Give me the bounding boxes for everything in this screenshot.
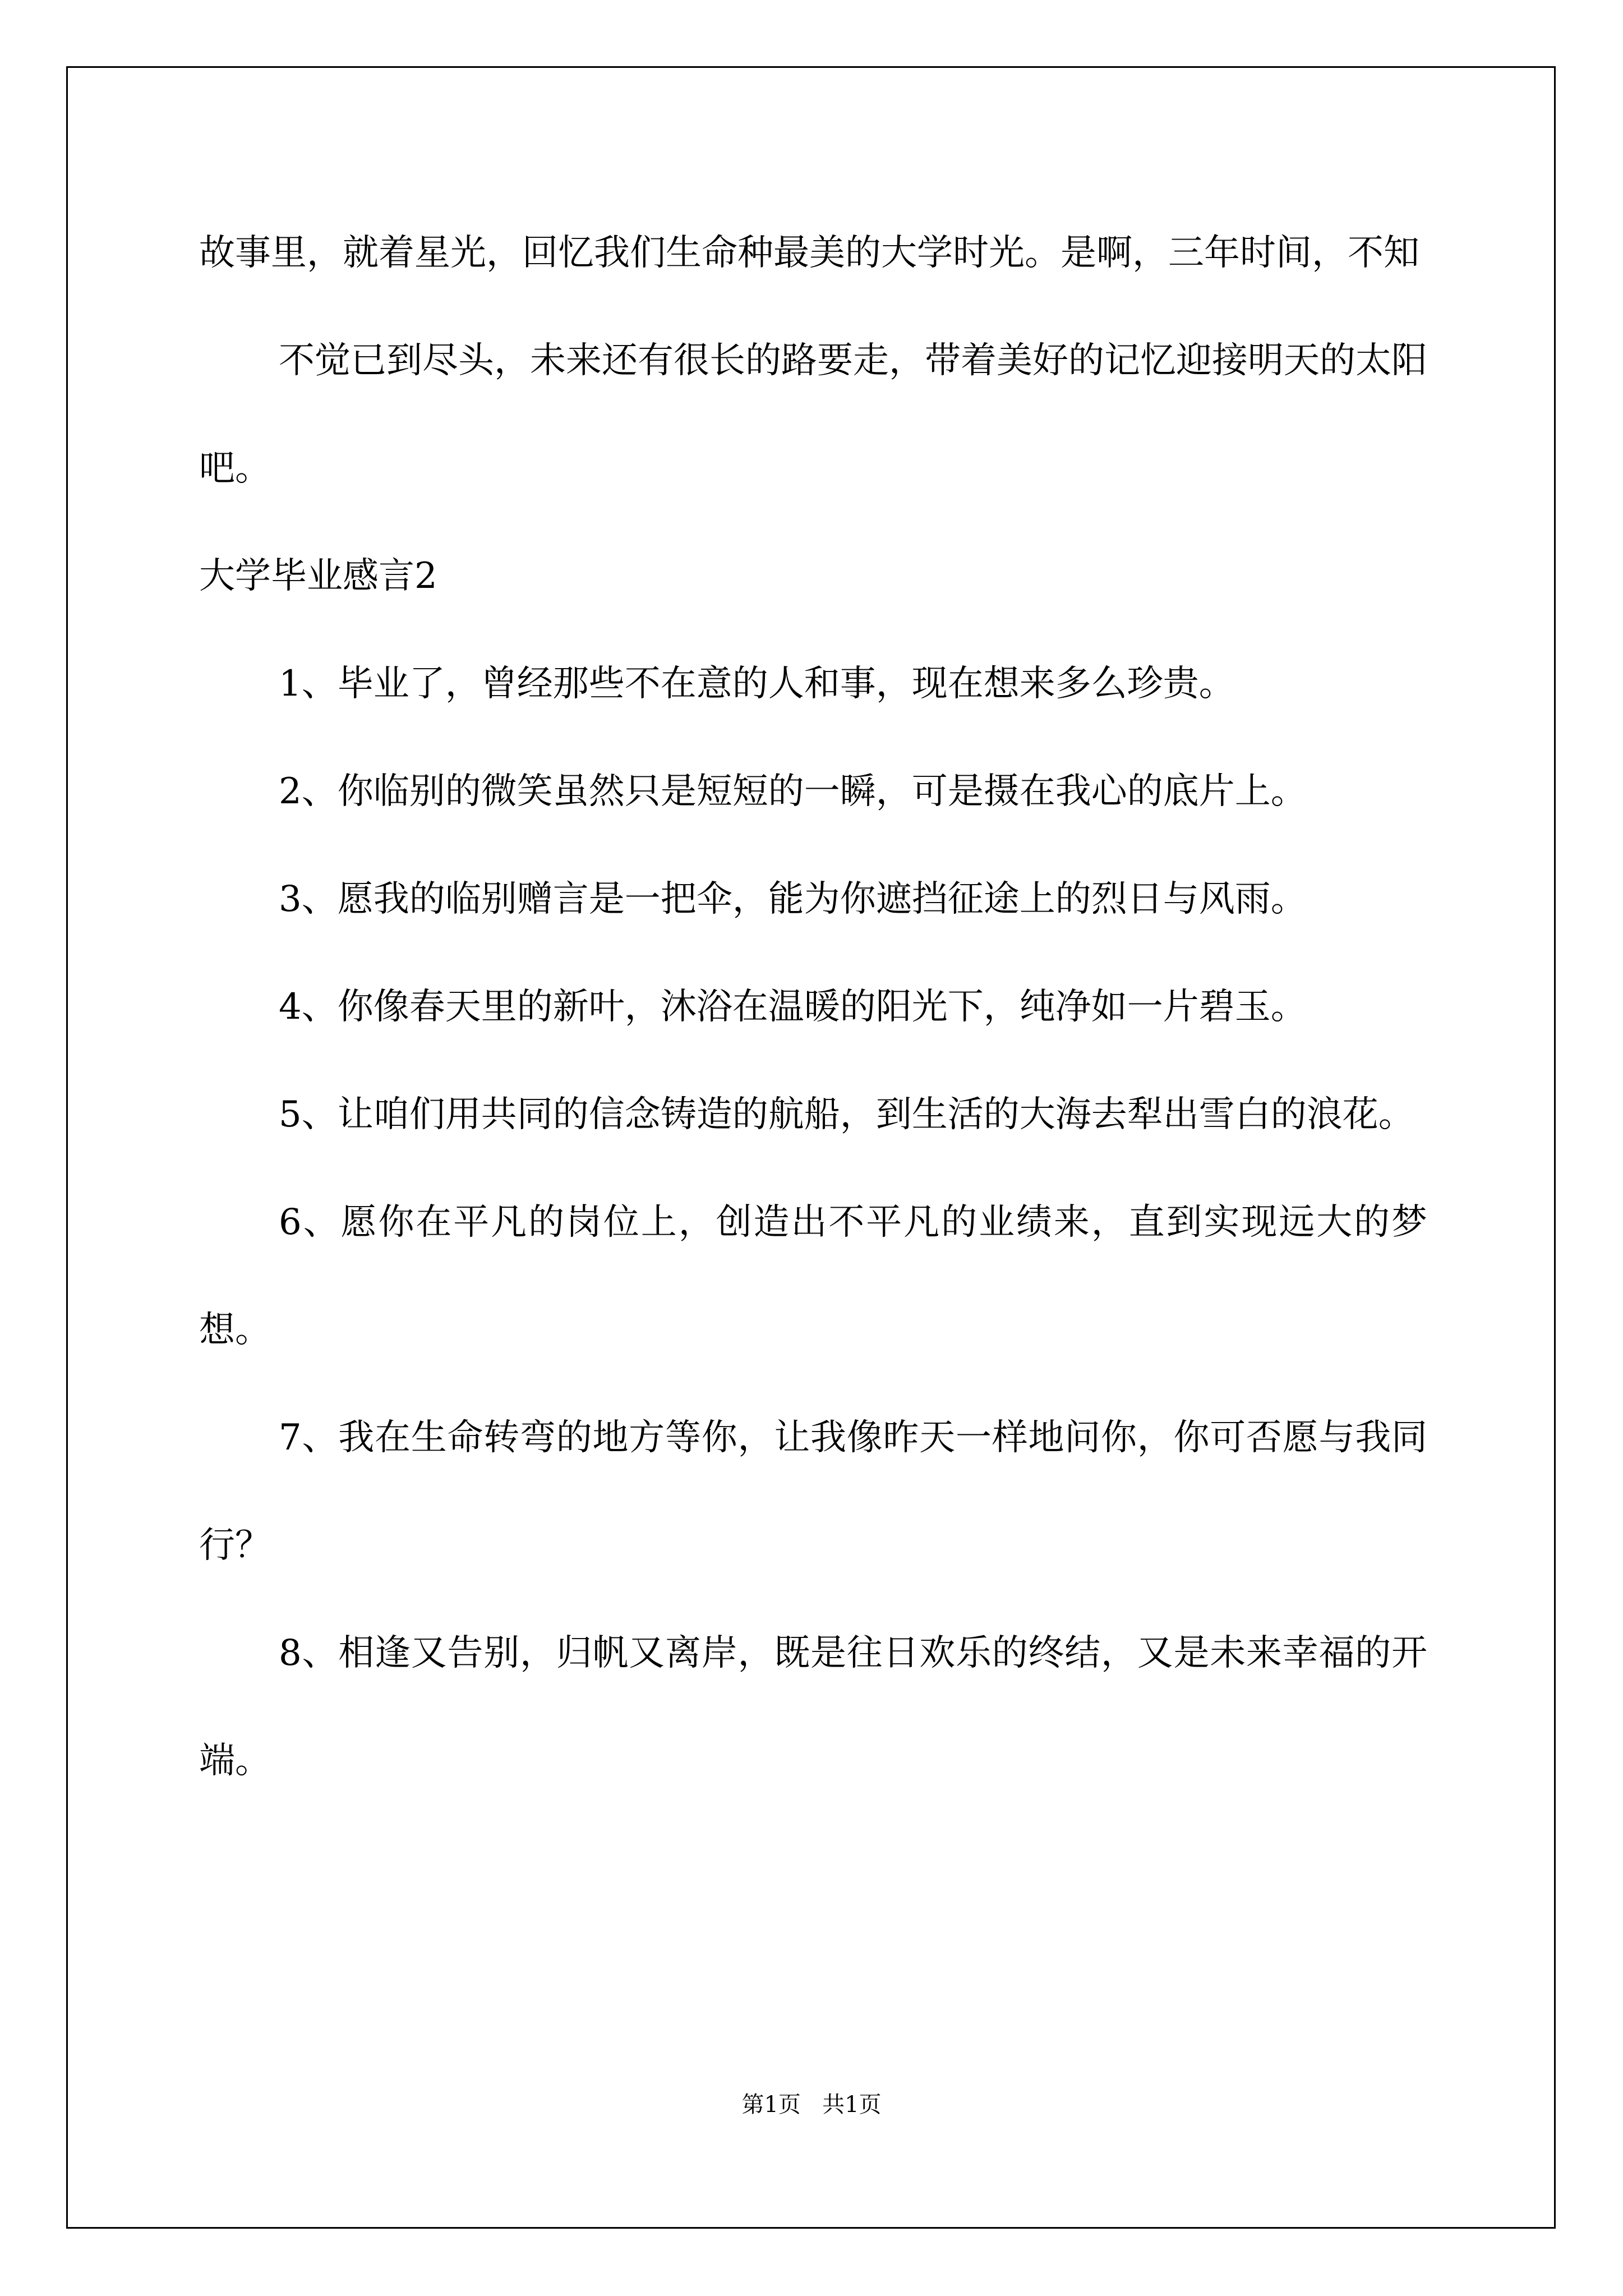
list-item: 5、让咱们用共同的信念铸造的航船，到生活的大海去犁出雪白的浪花。 xyxy=(279,1094,1414,1135)
list-item: 8、相逢又告别，归帆又离岸，既是往日欢乐的终结，又是未来幸福的开端。 xyxy=(199,1632,1427,1782)
document-body xyxy=(199,199,1427,1815)
paragraph-closing: 不觉已到尽头，未来还有很长的路要走，带着美好的记忆迎接明天的太阳吧。 xyxy=(199,340,1427,489)
list-item: 2、你临别的微笑虽然只是短短的一瞬，可是摄在我心的底片上。 xyxy=(279,771,1307,812)
page-number: 第1页 xyxy=(741,2092,801,2118)
section-heading: 大学毕业感言2 xyxy=(199,555,437,597)
list-item: 4、你像春天里的新叶，沐浴在温暖的阳光下，纯净如一片碧玉。 xyxy=(279,986,1307,1028)
list-item: 6、愿你在平凡的岗位上，创造出不平凡的业绩来，直到实现远大的梦想。 xyxy=(199,1202,1427,1351)
page-footer xyxy=(0,2087,1623,2119)
list-item: 1、毕业了，曾经那些不在意的人和事，现在想来多么珍贵。 xyxy=(279,663,1235,705)
page-total: 共1页 xyxy=(822,2092,882,2118)
list-item: 7、我在生命转弯的地方等你，让我像昨天一样地问你，你可否愿与我同行？ xyxy=(199,1417,1427,1566)
list-item: 3、愿我的临别赠言是一把伞，能为你遮挡征途上的烈日与风雨。 xyxy=(279,878,1307,920)
footer-gap xyxy=(801,2092,822,2118)
paragraph-continued: 故事里，就着星光，回忆我们生命种最美的大学时光。是啊，三年时间，不知 xyxy=(199,232,1419,274)
